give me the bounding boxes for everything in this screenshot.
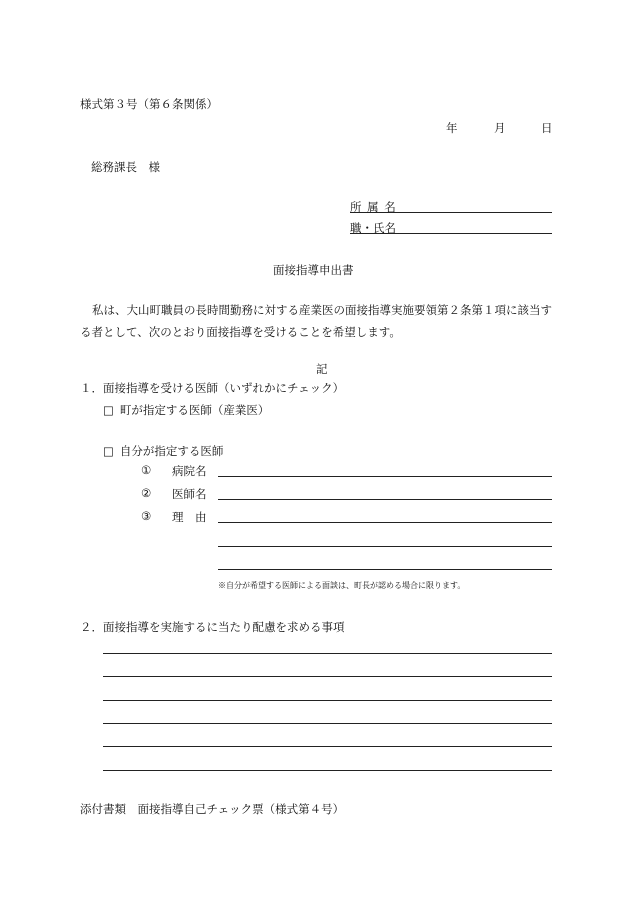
date-month-label: 月 — [494, 121, 506, 135]
dept-field-line[interactable] — [350, 212, 552, 213]
considerations-line-4[interactable] — [103, 723, 552, 724]
ki-label: 記 — [316, 362, 328, 376]
field-doctor-num: ② — [141, 486, 152, 500]
considerations-line-5[interactable] — [103, 746, 552, 747]
addressee: 総務課長 様 — [91, 160, 160, 174]
option-company-doctor[interactable] — [103, 402, 269, 418]
hospital-name-line[interactable] — [218, 476, 552, 477]
section2-heading: ２．面接指導を実施するに当たり配慮を求める事項 — [80, 620, 345, 634]
considerations-line-6[interactable] — [103, 770, 552, 771]
considerations-line-2[interactable] — [103, 676, 552, 677]
attachment-note: 添付書類 面接指導自己チェック票（様式第４号） — [80, 802, 345, 816]
considerations-line-1[interactable] — [103, 653, 552, 654]
doctor-name-line[interactable] — [218, 499, 552, 500]
body-paragraph: 私は、大山町職員の長時間勤務に対する産業医の面接指導実施要領第２条第１項に該当する者として、次のとおり面接指導を受けることを希望します。 — [80, 303, 552, 339]
reason-line-2[interactable] — [218, 546, 552, 547]
date-year-label: 年 — [446, 121, 458, 135]
reason-line-3[interactable] — [218, 569, 552, 570]
field-doctor-label: 医師名 — [172, 487, 207, 501]
field-reason-num: ③ — [141, 509, 152, 523]
reason-line-1[interactable] — [218, 522, 552, 523]
dept-label: 所 属 名 — [350, 200, 397, 214]
considerations-line-3[interactable] — [103, 700, 552, 701]
doctor-note: ※自分が希望する医師による面談は、町長が認める場合に限ります。 — [218, 581, 466, 590]
option-own-doctor[interactable] — [103, 443, 223, 459]
option-company-doctor-label: 町が指定する医師（産業医） — [119, 403, 270, 417]
field-hospital-label: 病院名 — [172, 464, 207, 478]
option-own-doctor-label: 自分が指定する医師 — [119, 444, 224, 458]
checkbox-icon[interactable]: □ — [103, 444, 114, 458]
document-title: 面接指導申出書 — [273, 263, 354, 277]
date-day-label: 日 — [541, 121, 553, 135]
section1-heading: １．面接指導を受ける医師（いずれかにチェック） — [80, 381, 345, 395]
field-reason-label: 理 由 — [172, 510, 207, 524]
name-field-line[interactable] — [350, 233, 552, 234]
checkbox-icon[interactable]: □ — [103, 403, 114, 417]
field-hospital-num: ① — [141, 463, 152, 477]
form-number: 様式第３号（第６条関係） — [80, 97, 218, 111]
name-label: 職・氏名 — [350, 221, 396, 235]
